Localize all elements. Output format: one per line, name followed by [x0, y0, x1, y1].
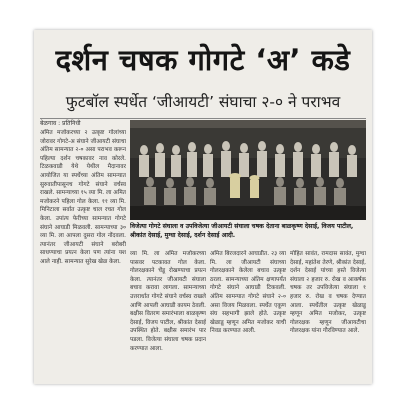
article-column-4: मोहित सावंत, रामदास सावंत, मुग्धा देसाई, महांतेश तेरणे, श्रीकांत देसाई, दर्शन देसाई यांच्या हस्ते विजेत्या संघाला २ हजार रु. रोख व आकर्षक चषक तर उपविजेत्या संघाला १ हजार रु. रोख व चषक देण्यात आला. स्पर्धेतील उत्कृष्ट खेळाडू म्हणून अमित मजोकर, उत्कृष्ट गोलरक्षक म्हणून जीआयटीचा गोलरक्षक यांना गौरविण्यात आले. [290, 251, 366, 335]
article-column-3: अमित बिरजदारने आघाडीत. २३ व्या मि. ला जीआयटी संघाच्या गोलरक्षकाने केलेला बचाव उत्कृष्ट ठरला. सामन्याच्या अंतिम क्षणापर्यंत गोगटे संघाने आघाडी टिकवली. अंतिम सामन्यात गोगटे संघाने २-० असा विजय मिळवला. स्पर्धेत एकूण संघ सहभागी झाले होते. उत्कृष्ट खेळाडू म्हणून अमित मजोकर याची निवड करण्यात आली. [210, 251, 286, 335]
divider-rule [40, 118, 366, 119]
subheadline: फुटबॉल स्पर्धेत ‘जीआयटी’ संघाचा २-० ने पराभव [65, 93, 341, 111]
article-column-2: व्या मि. ला अमित मजोकरच्या पासवर पटकावत गोल केला. गोलरक्षकाने चेंडू रोखण्याचा प्रयत्न केला. त्यानंतर जीआयटी संघाला बचाव करावा लागला. सामन्याच्या उत्तरार्धात गोगटे संघाने वर्चस्व राखले आणि आपली आघाडी कायम ठेवली. बक्षीस वितरण समारंभाला बाळकृष्ण देसाई, विजय पाटील, श्रीकांत देसाई उपस्थित होते. बक्षीस समारंभ पार पडला. विजेत्या संघाला चषक प्रदान करण्यात आला. [130, 251, 206, 352]
newspaper-clipping [34, 30, 372, 384]
article-column-1: अमित मजोकरच्या २ उत्कृष्ट गोलांच्या जोरावर गोगटे-अ संघाने जीआयटी संघाचा अंतिम सामन्यात २-० असा पराभव करून पहिल्या दर्शन चषकावर नाव कोरले. टिळकवाडी येथे येथील मैदानावर आयोजित या स्पर्धेच्या अंतिम सामन्यात सुरुवातीपासूनच गोगटे संघाने वर्चस्व राखले. सामन्याच्या १५ व्या मि. ला अमित मजोकरने पहिला गोल केला. ११ व्या मि. मिनिटाला सर्वात उत्कृष्ट चाल रचत गोल केला. उपांत्य फेरीच्या सामन्यात गोगटे संघाने आघाडी मिळवली. सामन्याच्या ३० व्या मि. ला आपला दुसरा गोल नोंदवला. त्यानंतर जीआयटी संघाने बरोबरी साधण्याचा प्रयत्न केला पण त्यांना यश आले नाही. सामन्यात सुरेख खेळ केला. [40, 130, 126, 265]
headline: दर्शन चषक गोगटे ‘अ’ कडे [55, 43, 351, 77]
team-photo [130, 120, 366, 220]
dateline: बेळगाव : प्रतिनिधी [40, 120, 81, 127]
team-photo-image [130, 120, 366, 220]
photo-caption: विजेत्या गोगटे संघाला व उपविजेत्या जीआयटी संघाला चषक देताना बाळकृष्ण देसाई, विजय पाटील, श्रीकांत देसाई, मुग्धा देसाई, दर्शन देसाई आदी. [130, 223, 354, 239]
